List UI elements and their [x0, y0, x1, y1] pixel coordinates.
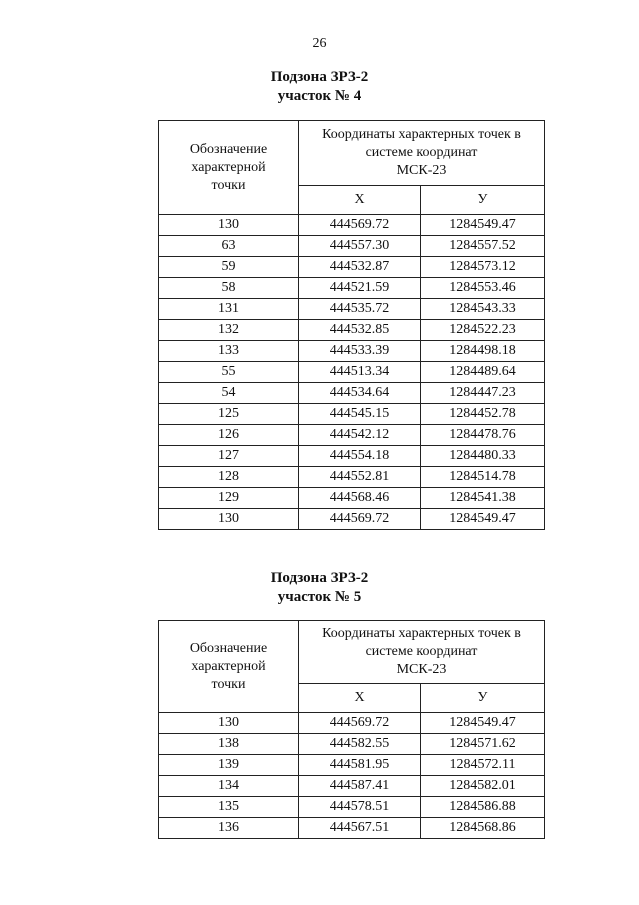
table-row: [159, 797, 545, 818]
table-row: [159, 776, 545, 797]
table-row: [159, 467, 545, 488]
cell-y: 1284571.62: [421, 734, 545, 755]
coordinates-table: [158, 120, 545, 530]
cell-x: 444581.95: [299, 755, 421, 776]
cell-x: 444521.59: [299, 278, 421, 299]
cell-x: 444569.72: [299, 713, 421, 734]
table-row: [159, 755, 545, 776]
cell-y: 1284478.76: [421, 425, 545, 446]
cell-point: 138: [159, 734, 299, 755]
cell-point: 127: [159, 446, 299, 467]
cell-y: 1284549.47: [421, 215, 545, 236]
cell-x: 444542.12: [299, 425, 421, 446]
cell-x: 444569.72: [299, 215, 421, 236]
table-row: [159, 425, 545, 446]
page-number: 26: [312, 36, 327, 51]
table-row: [159, 818, 545, 839]
table-row: [159, 215, 545, 236]
cell-x: 444535.72: [299, 299, 421, 320]
cell-x: 444587.41: [299, 776, 421, 797]
cell-point: 133: [159, 341, 299, 362]
table-row: [159, 383, 545, 404]
cell-point: 63: [159, 236, 299, 257]
cell-y: 1284480.33: [421, 446, 545, 467]
cell-point: 134: [159, 776, 299, 797]
cell-point: 130: [159, 215, 299, 236]
cell-y: 1284489.64: [421, 362, 545, 383]
cell-x: 444557.30: [299, 236, 421, 257]
table-row: [159, 488, 545, 509]
cell-point: 59: [159, 257, 299, 278]
cell-point: 58: [159, 278, 299, 299]
cell-point: 132: [159, 320, 299, 341]
cell-point: 126: [159, 425, 299, 446]
table-row: [159, 257, 545, 278]
coordinates-table: [158, 620, 545, 839]
table-row: [159, 236, 545, 257]
cell-x: 444569.72: [299, 509, 421, 530]
cell-y: 1284568.86: [421, 818, 545, 839]
cell-y: 1284572.11: [421, 755, 545, 776]
table-row: [159, 713, 545, 734]
cell-y: 1284498.18: [421, 341, 545, 362]
cell-point: 125: [159, 404, 299, 425]
header-x: X: [299, 684, 421, 713]
cell-x: 444578.51: [299, 797, 421, 818]
table-row: [159, 446, 545, 467]
cell-x: 444552.81: [299, 467, 421, 488]
cell-point: 135: [159, 797, 299, 818]
cell-y: 1284557.52: [421, 236, 545, 257]
table-row: [159, 299, 545, 320]
header-y: У: [421, 684, 545, 713]
header-point-designation: Обозначение характерной точки: [159, 621, 299, 713]
cell-x: 444533.39: [299, 341, 421, 362]
table-row: [159, 278, 545, 299]
cell-y: 1284586.88: [421, 797, 545, 818]
header-coordinates: Координаты характерных точек в системе координат МСК-23: [299, 621, 545, 684]
cell-point: 55: [159, 362, 299, 383]
cell-x: 444582.55: [299, 734, 421, 755]
table-row: [159, 734, 545, 755]
cell-y: 1284452.78: [421, 404, 545, 425]
cell-point: 54: [159, 383, 299, 404]
cell-y: 1284514.78: [421, 467, 545, 488]
cell-x: 444554.18: [299, 446, 421, 467]
table-body: [159, 215, 545, 530]
cell-y: 1284543.33: [421, 299, 545, 320]
cell-y: 1284541.38: [421, 488, 545, 509]
cell-y: 1284549.47: [421, 713, 545, 734]
cell-y: 1284573.12: [421, 257, 545, 278]
cell-y: 1284522.23: [421, 320, 545, 341]
section-subtitle: участок № 4: [277, 88, 362, 104]
cell-point: 136: [159, 818, 299, 839]
cell-x: 444567.51: [299, 818, 421, 839]
cell-point: 130: [159, 509, 299, 530]
section-title: Подзона ЗРЗ-2: [270, 570, 369, 586]
cell-y: 1284582.01: [421, 776, 545, 797]
section-heading: [0, 569, 639, 607]
table-row: [159, 404, 545, 425]
cell-x: 444534.64: [299, 383, 421, 404]
header-x: X: [299, 186, 421, 215]
cell-x: 444532.87: [299, 257, 421, 278]
section-title: Подзона ЗРЗ-2: [270, 69, 369, 85]
table-row: [159, 362, 545, 383]
cell-point: 139: [159, 755, 299, 776]
table-body: [159, 713, 545, 839]
cell-x: 444568.46: [299, 488, 421, 509]
section-subtitle: участок № 5: [277, 589, 362, 605]
cell-y: 1284553.46: [421, 278, 545, 299]
header-coordinates: Координаты характерных точек в системе координат МСК-23: [299, 121, 545, 186]
cell-point: 129: [159, 488, 299, 509]
table-row: [159, 320, 545, 341]
cell-y: 1284447.23: [421, 383, 545, 404]
cell-point: 131: [159, 299, 299, 320]
table-row: [159, 509, 545, 530]
cell-point: 130: [159, 713, 299, 734]
cell-x: 444513.34: [299, 362, 421, 383]
header-point-designation: Обозначение характерной точки: [159, 121, 299, 215]
header-y: У: [421, 186, 545, 215]
cell-x: 444532.85: [299, 320, 421, 341]
table-row: [159, 341, 545, 362]
section-heading: [0, 68, 639, 106]
cell-point: 128: [159, 467, 299, 488]
cell-x: 444545.15: [299, 404, 421, 425]
cell-y: 1284549.47: [421, 509, 545, 530]
